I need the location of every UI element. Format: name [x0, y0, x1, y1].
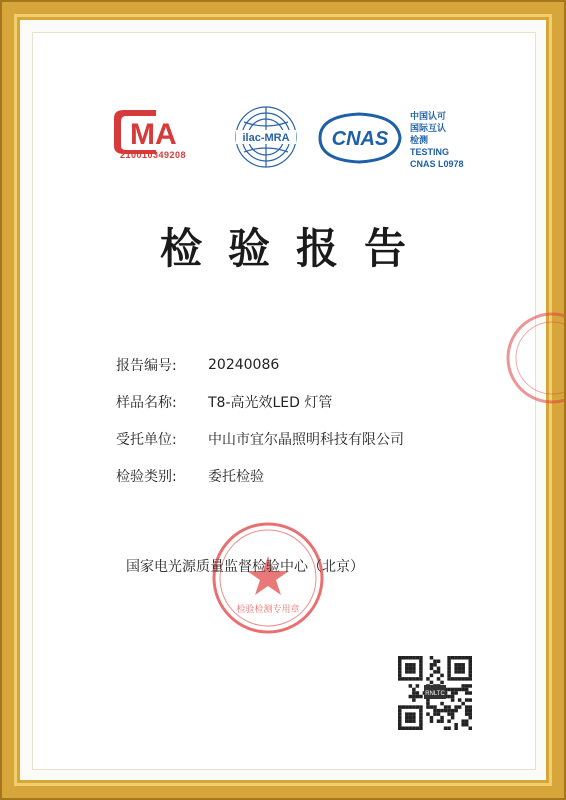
ilac-mra-logo [230, 100, 302, 174]
field-row-sample-name [116, 383, 496, 420]
field-row-report-number [116, 346, 496, 383]
field-label: 报告编号: [116, 357, 177, 374]
qr-caption: RNLTC [425, 691, 445, 697]
cma-number: 210010349208 [119, 150, 187, 160]
report-title: 检验报告 [159, 224, 432, 273]
issuing-organization: 国家电光源质量监督检验中心（北京） [126, 559, 364, 575]
field-row-client [116, 420, 496, 457]
cnas-logo [310, 110, 408, 166]
field-label: 受托单位: [116, 431, 177, 448]
cnas-text-line: CNAS L0978 [410, 159, 464, 169]
field-label: 检验类别: [116, 468, 177, 485]
cma-label: MA [130, 118, 177, 151]
edge-seal [504, 310, 564, 406]
field-label: 样品名称: [116, 394, 177, 411]
cnas-text-line: 检测 [410, 135, 429, 145]
qr-code[interactable] [398, 656, 472, 732]
cnas-text-line: 中国认可 [410, 111, 447, 121]
cnas-accreditation-text [410, 110, 464, 170]
cnas-text-line: 国际互认 [410, 123, 447, 133]
cnas-text-line: TESTING [410, 147, 450, 157]
field-value: 委托检验 [208, 468, 264, 485]
field-value: 中山市宜尔晶照明科技有限公司 [208, 431, 404, 448]
official-seal [210, 520, 326, 636]
cnas-label: CNAS [331, 128, 389, 150]
field-row-inspection-type [116, 457, 496, 494]
report-fields [116, 346, 496, 494]
field-value: T8-高光效LED 灯管 [208, 394, 333, 411]
accreditation-logos [110, 100, 470, 180]
ilac-label: ilac-MRA [242, 132, 290, 144]
seal-text: 检验检测专用章 [236, 605, 300, 615]
field-value: 20240086 [208, 356, 280, 373]
